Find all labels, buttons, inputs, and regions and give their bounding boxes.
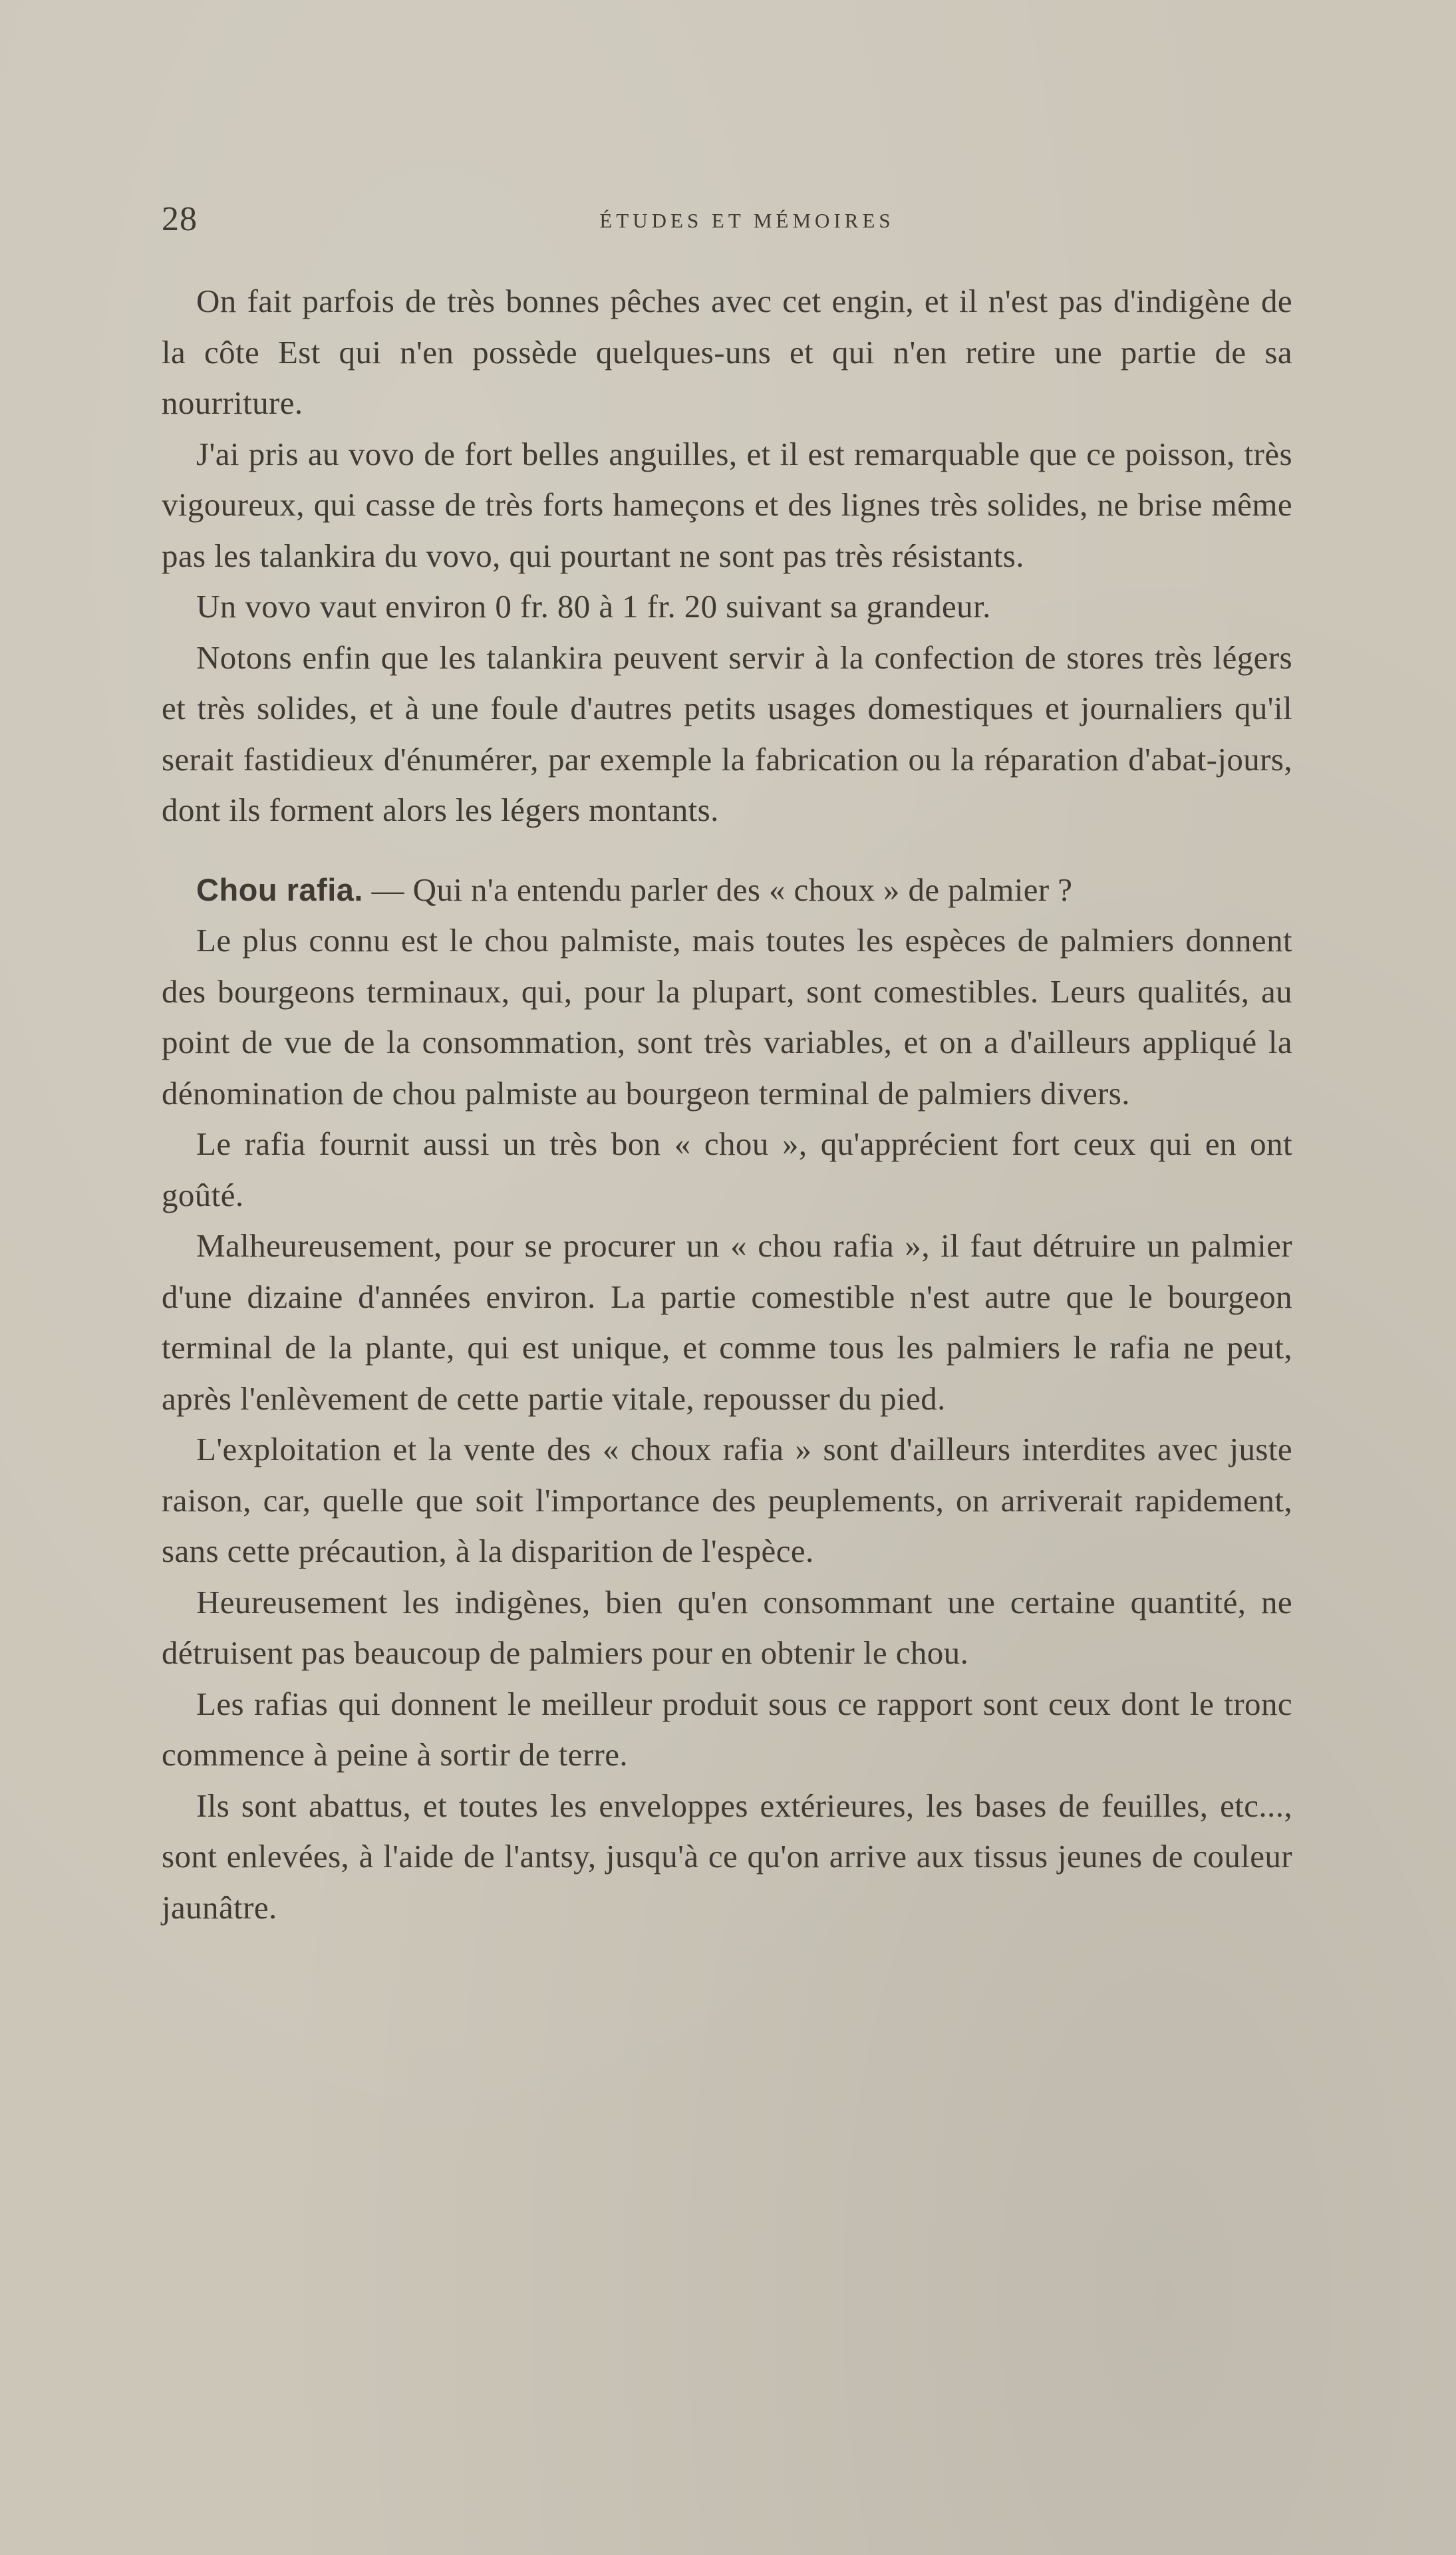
- paragraph-11: Les rafias qui donnent le meilleur produit sous ce rapport sont ceux dont le tronc commence à peine à sortir de terre.: [162, 1685, 1292, 1773]
- running-header: [162, 200, 1292, 253]
- paragraph-9: L'exploitation et la vente des « choux rafia » sont d'ailleurs interdites avec juste raison, car, quelle que soit l'importance des peuplements, on arriverait rapidement, sans cette précaution, à la disparition de l'espèce.: [162, 1431, 1292, 1569]
- paragraph-3: Un vovo vaut environ 0 fr. 80 à 1 fr. 20 suivant sa grandeur.: [196, 588, 991, 625]
- page-number: 28: [162, 200, 198, 238]
- paragraph-7: Le rafia fournit aussi un très bon « chou », qu'apprécient fort ceux qui en ont goûté.: [162, 1126, 1292, 1213]
- paragraph-8: Malheureusement, pour se procurer un « chou rafia », il faut détruire un palmier d'une dizaine d'années environ. La partie comestible n'est autre que le bourgeon terminal de la plante, qui est unique, et comme tous les palmiers le rafia ne peut, après l'enlèvement de cette partie vitale, repousser du pied.: [162, 1227, 1292, 1417]
- section-intro-text: — Qui n'a entendu parler des « choux » de palmier ?: [363, 871, 1073, 908]
- section-heading: Chou rafia.: [196, 871, 363, 907]
- paragraph-6: Le plus connu est le chou palmiste, mais toutes les espèces de palmiers donnent des bourgeons terminaux, qui, pour la plupart, sont comestibles. Leurs qualités, au point de vue de la consommation, sont très variables, et on a d'ailleurs appliqué la dénomination de chou palmiste au bourgeon terminal de palmiers divers.: [162, 922, 1292, 1112]
- paragraph-10: Heureusement les indigènes, bien qu'en consommant une certaine quantité, ne détruisent pas beaucoup de palmiers pour en obtenir le chou.: [162, 1583, 1292, 1671]
- paragraph-12: Ils sont abattus, et toutes les enveloppes extérieures, les bases de feuilles, etc..., sont enlevées, à l'aide de l'antsy, jusqu'à ce qu'on arrive aux tissus jeunes de couleur jaunâtre.: [162, 1787, 1292, 1926]
- running-title: ÉTUDES ET MÉMOIRES: [599, 209, 895, 232]
- paragraph-4: Notons enfin que les talankira peuvent servir à la confection de stores très légers et très solides, et à une foule d'autres petits usages domestiques et journaliers qu'il serait fastidieux d'énumérer, par exemple la fabrication ou la réparation d'abat-jours, dont ils forment alors les légers montants.: [162, 639, 1292, 828]
- section-paragraph: [162, 865, 1292, 916]
- paragraph-2: J'ai pris au vovo de fort belles anguilles, et il est remarquable que ce poisson, très vigoureux, qui casse de très forts hameçons et des lignes très solides, ne brise même pas les talankira du vovo, qui pourtant ne sont pas très résistants.: [162, 435, 1292, 574]
- body-text: [162, 276, 1292, 1933]
- paragraph-1: On fait parfois de très bonnes pêches avec cet engin, et il n'est pas d'indigène de la côte Est qui n'en possède quelques-uns et qui n'en retire une partie de sa nourriture.: [162, 283, 1292, 421]
